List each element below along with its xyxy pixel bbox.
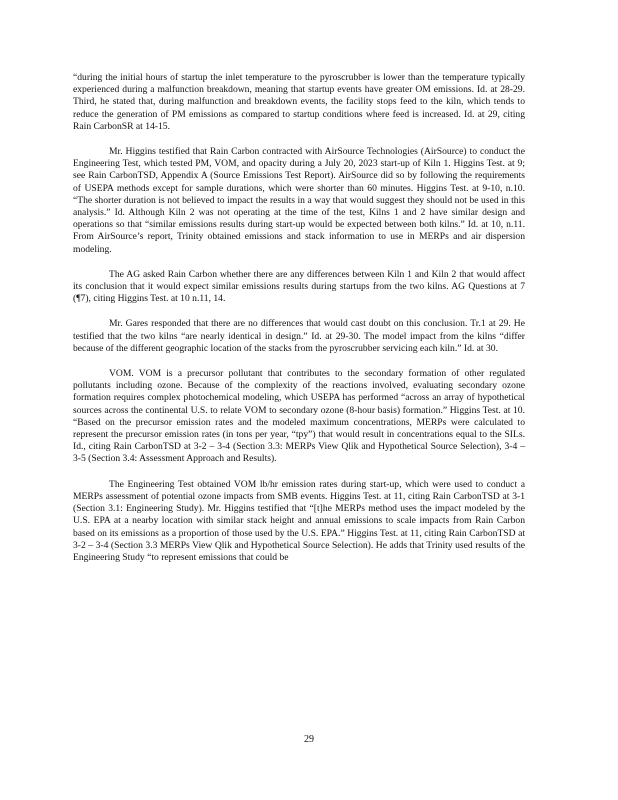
paragraph-1: “during the initial hours of startup the inlet temperature to the pyroscrubber is lower than the temperature typically experienced during a malfunction breakdown, meaning that startup events have greater OM emissions. Id. at 28-29. Third, he stated that, during malfunction and breakdown events, the facility stops feed to the kiln, which tends to reduce the generation of PM emissions as compared to startup conditions where feed is increased. Id. at 29, citing Rain CarbonSR at 14-15. xyxy=(73,72,525,132)
paragraph-3: The AG asked Rain Carbon whether there are any differences between Kiln 1 and Kiln 2 that would affect its conclusion that it would expect similar emissions results during startups from the two kilns. AG Questions at 7 (¶7), citing Higgins Test. at 10 n.11, 14. xyxy=(73,268,525,305)
paragraph-5: VOM. VOM is a precursor pollutant that contributes to the secondary formation of other regulated pollutants including ozone. Because of the complexity of the reactions involved, evaluating secondary ozone formation requires complex photochemical modeling, which USEPA has performed “across an array of hypothetical sources across the continental U.S. to relate VOM to secondary ozone (8-hour basis) formation.” Higgins Test. at 10. “Based on the precursor emission rates and the modeled maximum concentrations, MERPs were calculated to represent the precursor emission rates (in tons per year, “tpy”) that would result in concentrations equal to the SILs. Id., citing Rain CarbonTSD at 3-2 – 3-4 (Section 3.3: MERPs View Qlik and Hypothetical Source Selection), 3-4 – 3-5 (Section 3.4: Assessment Approach and Results). xyxy=(73,368,525,465)
paragraph-4: Mr. Gares responded that there are no differences that would cast doubt on this conclusion. Tr.1 at 29. He testified that the two kilns “are nearly identical in design.” Id. at 29-30. The model impact from the kilns “differ because of the different geographic location of the stacks from the pyroscrubber servicing each kiln.” Id. at 30. xyxy=(73,318,525,354)
paragraph-6: The Engineering Test obtained VOM lb/hr emission rates during start-up, which were used to conduct a MERPs assessment of potential ozone impacts from SMB events. Higgins Test. at 11, citing Rain CarbonTSD at 3-1 (Section 3.1: Engineering Study). Mr. Higgins testified that “[t]he MERPs method uses the impact modeled by the U.S. EPA at a nearby location with similar stack height and annual emissions to scale impacts from Rain Carbon based on its emissions as a proportion of those used by the U.S. EPA.” Higgins Test. at 11, citing Rain CarbonTSD at 3-2 – 3-4 (Section 3.3 MERPs View Qlik and Hypothetical Source Selection). He adds that Trinity used results of the Engineering Study “to represent emissions that could be xyxy=(73,478,525,563)
page-body xyxy=(73,72,525,577)
page-number: 29 xyxy=(304,734,314,745)
paragraph-2: Mr. Higgins testified that Rain Carbon contracted with AirSource Technologies (AirSource) to conduct the Engineering Test, which tested PM, VOM, and opacity during a July 20, 2023 start-up of Kiln 1. Higgins Test. at 9; see Rain CarbonTSD, Appendix A (Source Emissions Test Report). AirSource did so by following the requirements of USEPA methods except for sample durations, which were shorter than 60 minutes. Higgins Test. at 9-10, n.10. “The shorter duration is not believed to impact the results in a way that would suggest they should not be used in this analysis.” Id. Although Kiln 2 was not operating at the time of the test, Kilns 1 and 2 have similar design and operations so that “similar emissions results during start-up would be expected between both kilns.” Id. at 10, n.11. From AirSource’s report, Trinity obtained emissions and stack information to use in MERPs and air dispersion modeling. xyxy=(73,146,525,255)
